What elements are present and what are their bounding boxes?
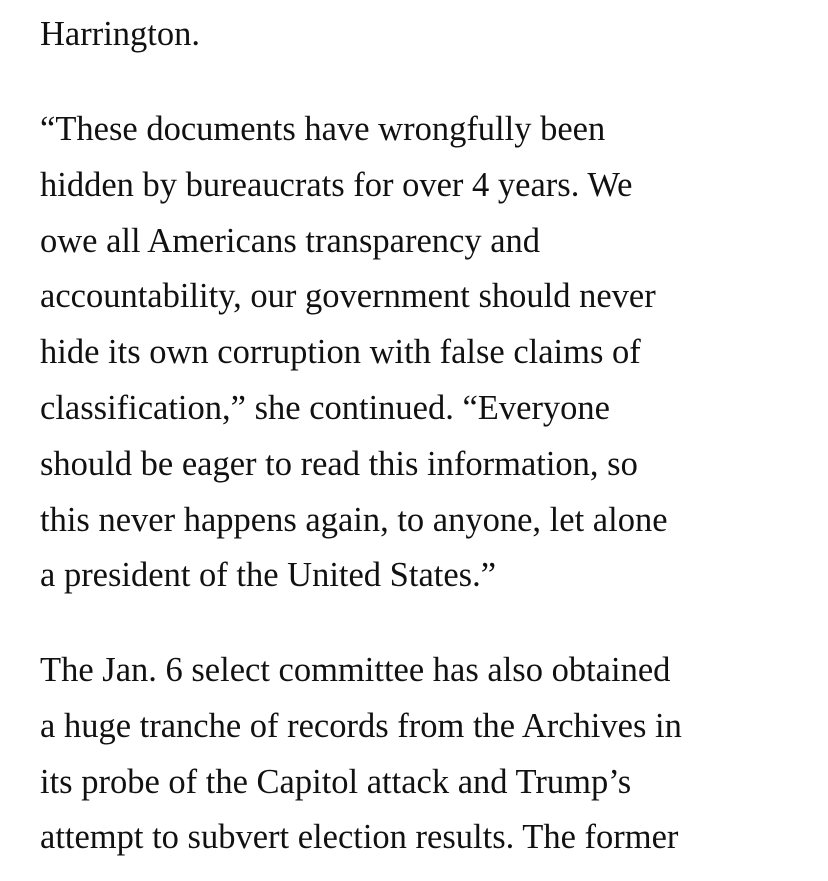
text-line: a huge tranche of records from the Archives in bbox=[40, 706, 682, 745]
text-line: classification,” she continued. “Everyone bbox=[40, 388, 610, 427]
text-line: this never happens again, to anyone, let alone bbox=[40, 500, 668, 539]
text-line: “These documents have wrongfully been bbox=[40, 110, 606, 148]
paragraph-attribution bbox=[40, 7, 200, 63]
text-line: Harrington. bbox=[40, 15, 201, 53]
paragraph-quote bbox=[40, 102, 668, 604]
text-line: hide its own corruption with false claims of bbox=[40, 333, 641, 372]
text-line: accountability, our government should never bbox=[40, 277, 656, 316]
text-line: its probe of the Capitol attack and Trump’s bbox=[40, 762, 632, 801]
text-line: hidden by bureaucrats for over 4 years. We bbox=[40, 165, 633, 204]
paragraph-committee bbox=[40, 643, 682, 866]
text-line: a president of the United States.” bbox=[40, 556, 497, 595]
text-line: attempt to subvert election results. The former bbox=[40, 818, 679, 857]
text-line: owe all Americans transparency and bbox=[40, 221, 541, 260]
text-line: The Jan. 6 select committee has also obtained bbox=[40, 651, 671, 689]
text-line: should be eager to read this information, so bbox=[40, 444, 638, 483]
